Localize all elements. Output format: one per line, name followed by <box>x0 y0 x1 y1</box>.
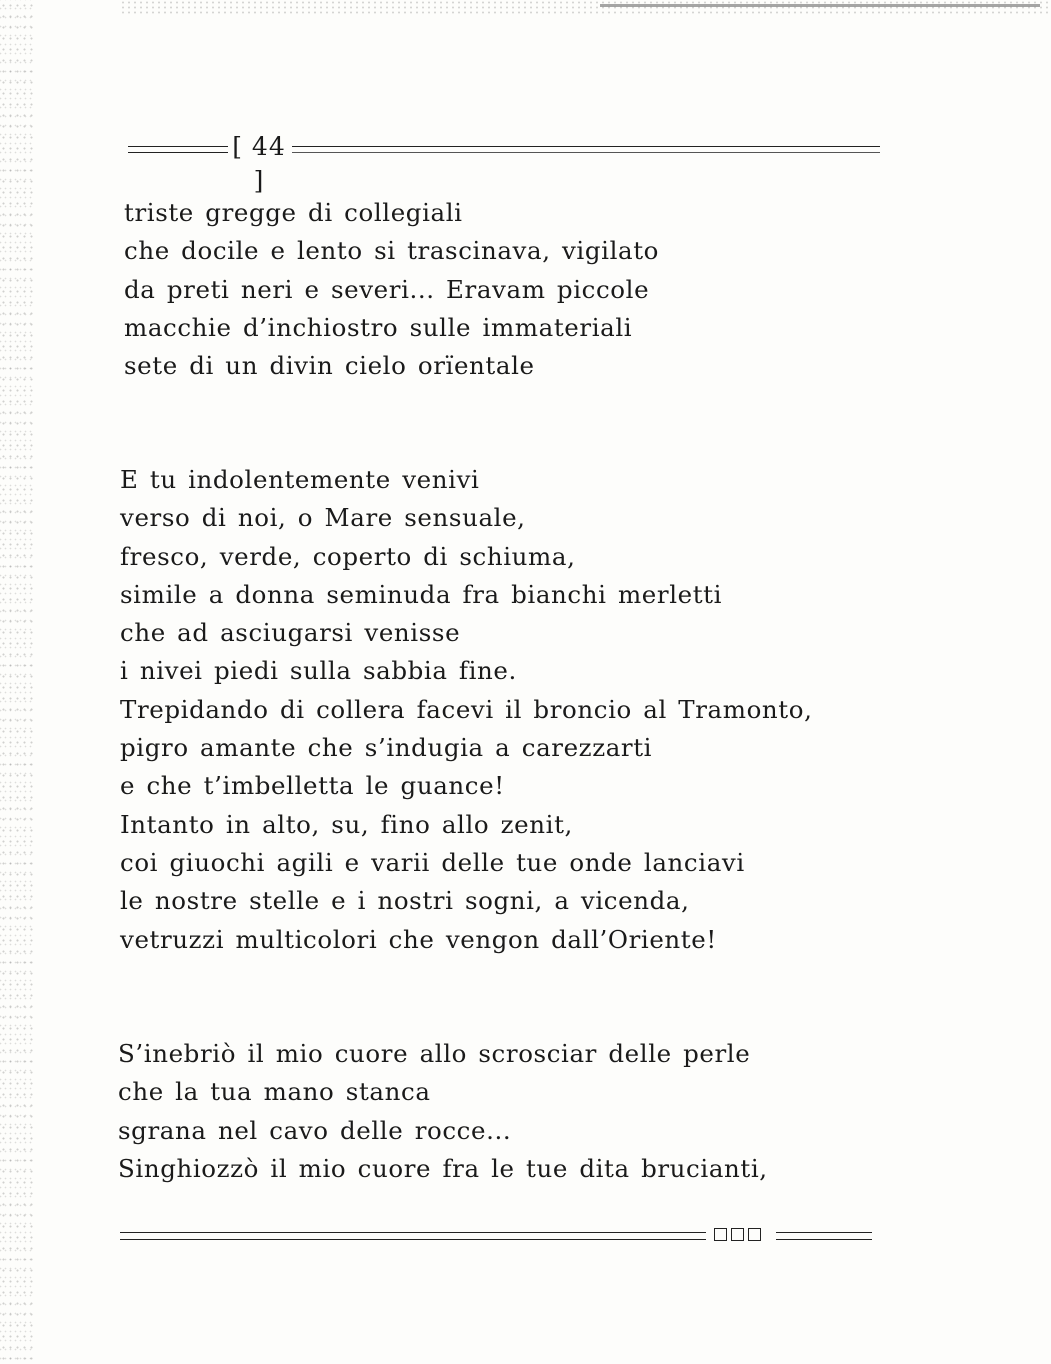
three-squares-ornament-icon <box>714 1228 770 1244</box>
scan-edge-top <box>120 0 1050 14</box>
verse-line: simile a donna seminuda fra bianchi merletti <box>120 579 723 609</box>
verse-line: coi giuochi agili e varii delle tue onde lanciavi <box>120 847 745 877</box>
verse-line: sgrana nel cavo delle rocce... <box>118 1115 512 1145</box>
footer-rule-left <box>120 1232 706 1240</box>
square-icon <box>748 1228 761 1241</box>
verse-line: S’inebriò il mio cuore allo scrosciar delle perle <box>118 1039 751 1068</box>
verse-line: fresco, verde, coperto di schiuma, <box>120 541 576 571</box>
page-footer <box>120 1226 872 1250</box>
verse-line: da preti neri e severi... Eravam piccole <box>124 274 650 304</box>
square-icon <box>714 1228 727 1241</box>
verse-line: Singhiozzò il mio cuore fra le tue dita brucianti, <box>118 1153 768 1183</box>
square-icon <box>731 1228 744 1241</box>
verse-line: verso di noi, o Mare sensuale, <box>120 503 526 533</box>
verse-line: le nostre stelle e i nostri sogni, a vicenda, <box>120 886 690 916</box>
verse-line: triste gregge di collegiali <box>124 198 463 227</box>
verse-line: i nivei piedi sulla sabbia fine. <box>120 656 517 686</box>
verse-line: Trepidando di collera facevi il broncio al Tramonto, <box>120 694 813 724</box>
verse-line: e che t’imbelletta le guance! <box>120 771 505 801</box>
verse-line: Intanto in alto, su, fino allo zenit, <box>120 809 573 839</box>
stanza-1 <box>124 194 844 385</box>
page-number: [ 44 ] <box>232 132 286 195</box>
header-rule-left <box>128 146 228 153</box>
verse-line: sete di un divin cielo orïentale <box>124 351 535 381</box>
stanza-3 <box>118 1035 838 1188</box>
stanza-2 <box>120 461 840 959</box>
verse-line: E tu indolentemente venivi <box>120 465 480 494</box>
verse-line: vetruzzi multicolori che vengon dall’Oriente! <box>120 924 717 954</box>
footer-rule-right <box>776 1232 872 1240</box>
verse-line: che docile e lento si trascinava, vigilato <box>124 236 660 266</box>
verse-line: macchie d’inchiostro sulle immateriali <box>124 312 633 342</box>
header-rule-right <box>292 146 880 153</box>
verse-line: che la tua mano stanca <box>118 1077 431 1107</box>
verse-line: pigro amante che s’indugia a carezzarti <box>120 733 653 763</box>
verse-line: che ad asciugarsi venisse <box>120 618 461 648</box>
scan-edge-left <box>0 0 34 1364</box>
page-header <box>128 130 880 195</box>
scan-edge-top-bar <box>600 4 1040 7</box>
